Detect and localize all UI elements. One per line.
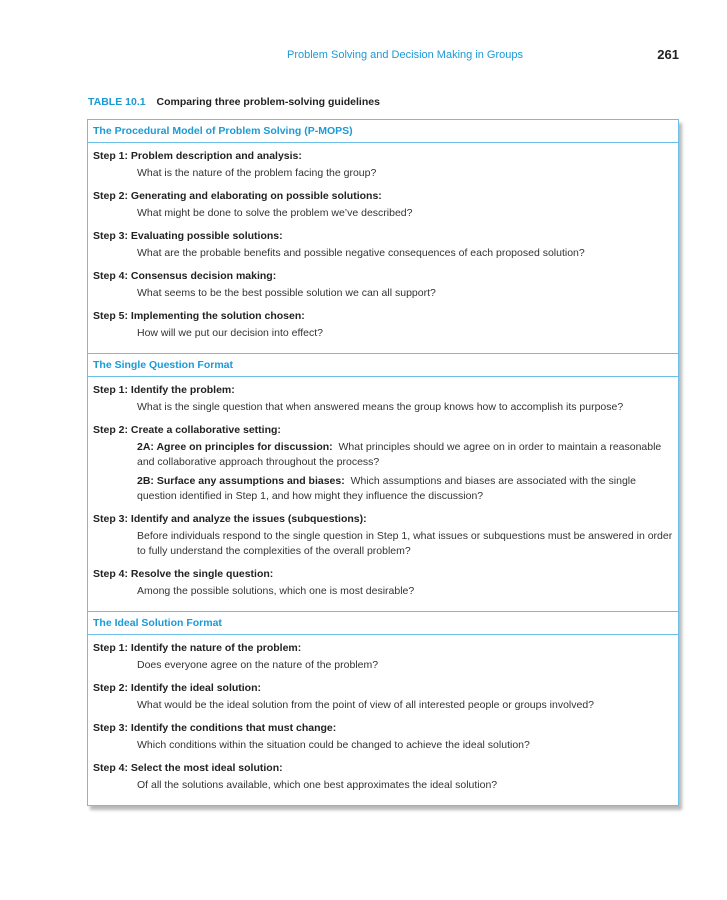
step-title: Step 4: Resolve the single question: xyxy=(93,568,274,580)
step-title: Step 1: Problem description and analysis: xyxy=(93,150,302,162)
step-text: Which conditions within the situation could be changed to achieve the ideal solution? xyxy=(137,739,530,751)
section-body xyxy=(88,635,678,805)
table-caption xyxy=(88,96,380,108)
section-pmops xyxy=(88,120,678,353)
step-text: Before individuals respond to the single question in Step 1, what issues or subquestions must be answered in order to fully understand the complexities of the overall problem? xyxy=(137,530,673,557)
step xyxy=(93,721,673,753)
substep-2a xyxy=(137,440,673,470)
substep-2b xyxy=(137,474,673,504)
step-title: Step 4: Select the most ideal solution: xyxy=(93,762,283,774)
step xyxy=(93,229,673,261)
step-text: What would be the ideal solution from the point of view of all interested people or groups involved? xyxy=(137,699,595,711)
step-title: Step 5: Implementing the solution chosen: xyxy=(93,310,305,322)
step-title: Step 2: Create a collaborative setting: xyxy=(93,424,281,436)
section-header: The Single Question Format xyxy=(88,354,678,377)
step-title: Step 3: Identify and analyze the issues (subquestions): xyxy=(93,513,367,525)
section-header: The Procedural Model of Problem Solving (P-MOPS) xyxy=(88,120,678,143)
section-body xyxy=(88,143,678,353)
substep-label: 2B: Surface any assumptions and biases: xyxy=(137,475,345,487)
section-header: The Ideal Solution Format xyxy=(88,612,678,635)
step-title: Step 4: Consensus decision making: xyxy=(93,270,277,282)
substep-text: What principles should we agree on in order to maintain a reasonable and collaborative approach throughout the process? xyxy=(137,441,662,468)
section-ideal-solution xyxy=(88,611,678,805)
step xyxy=(93,641,673,673)
running-head xyxy=(0,48,727,66)
step xyxy=(93,189,673,221)
step xyxy=(93,383,673,415)
step-text: What are the probable benefits and possible negative consequences of each proposed solution? xyxy=(137,247,585,259)
step-text: Of all the solutions available, which one best approximates the ideal solution? xyxy=(137,779,498,791)
table-label: TABLE 10.1 xyxy=(88,96,146,108)
step xyxy=(93,309,673,341)
step-text: Does everyone agree on the nature of the problem? xyxy=(137,659,379,671)
table-caption-text: Comparing three problem-solving guidelines xyxy=(156,96,380,108)
step xyxy=(93,567,673,599)
step-text: What is the single question that when answered means the group knows how to accomplish its purpose? xyxy=(137,401,624,413)
step-title: Step 1: Identify the problem: xyxy=(93,384,235,396)
step xyxy=(93,149,673,181)
substep-text: Which assumptions and biases are associated with the single question identified in Step 1, and how might they influence the discussion? xyxy=(137,475,636,502)
step-text: What seems to be the best possible solution we can all support? xyxy=(137,287,436,299)
step-text: What is the nature of the problem facing the group? xyxy=(137,167,377,179)
step-text: What might be done to solve the problem we’ve described? xyxy=(137,207,413,219)
section-body xyxy=(88,377,678,611)
guidelines-table xyxy=(87,119,679,806)
step-title: Step 1: Identify the nature of the problem: xyxy=(93,642,302,654)
page-number: 261 xyxy=(657,47,679,62)
step xyxy=(93,269,673,301)
step-title: Step 2: Generating and elaborating on possible solutions: xyxy=(93,190,382,202)
step xyxy=(93,423,673,504)
step-title: Step 3: Identify the conditions that must change: xyxy=(93,722,337,734)
section-single-question xyxy=(88,353,678,611)
substep-label: 2A: Agree on principles for discussion: xyxy=(137,441,333,453)
step-title: Step 3: Evaluating possible solutions: xyxy=(93,230,283,242)
step-text: Among the possible solutions, which one is most desirable? xyxy=(137,585,415,597)
step xyxy=(93,681,673,713)
step xyxy=(93,512,673,559)
running-title: Problem Solving and Decision Making in Groups xyxy=(287,49,524,61)
step-title: Step 2: Identify the ideal solution: xyxy=(93,682,262,694)
step-text: How will we put our decision into effect? xyxy=(137,327,323,339)
step xyxy=(93,761,673,793)
